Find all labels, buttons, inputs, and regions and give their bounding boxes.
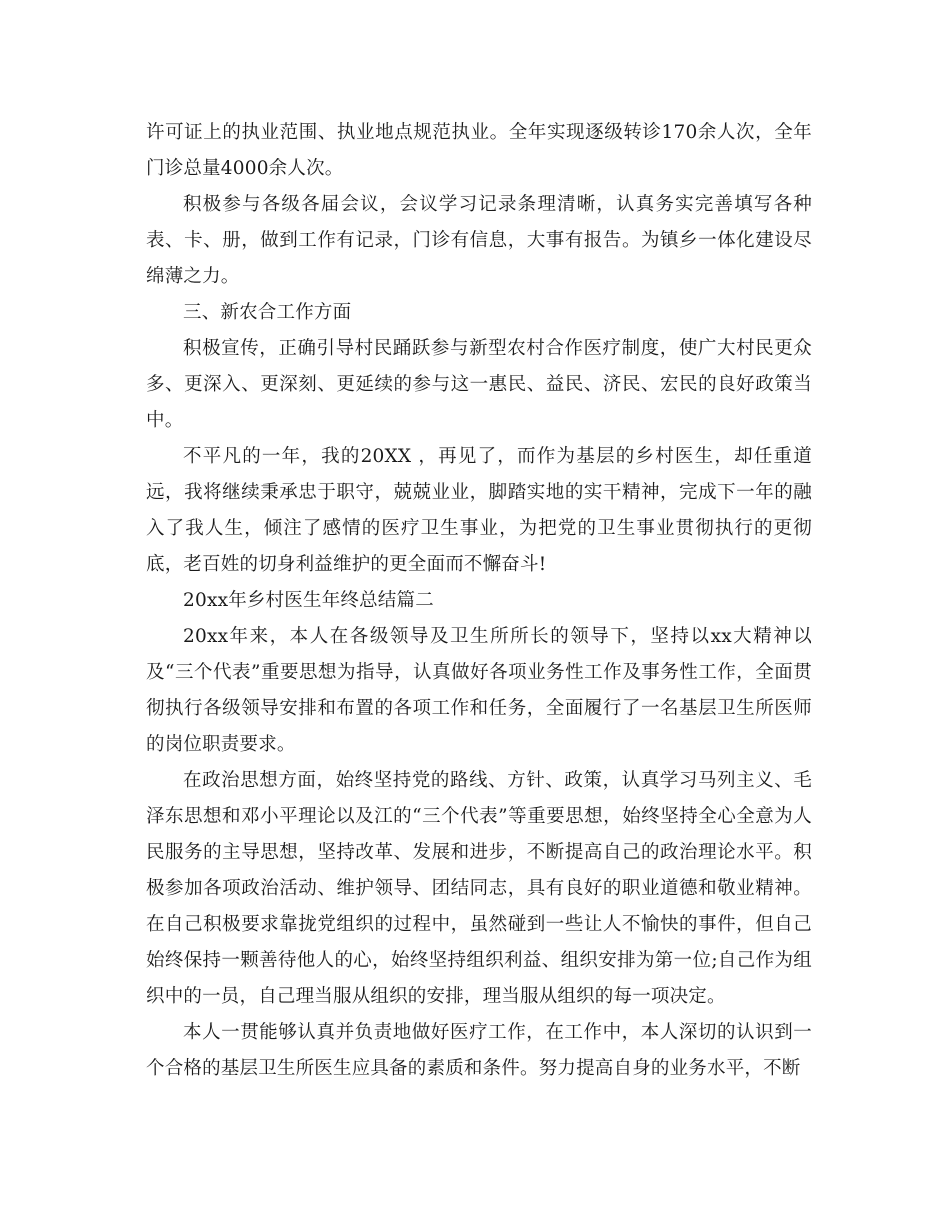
article-title-part-two: 20xx年乡村医生年终总结篇二	[183, 590, 434, 611]
paragraph-6: 在政治思想方面，始终坚持党的路线、方针、政策，认真学习马列主义、毛泽东思想和邓小平理论以及江的“三个代表”等重要思想，始终坚持全心全意为人民服务的主导思想，坚持改革、发展和进步，不断提高自己的政治理论水平。积极参加各项政治活动、维护领导、团结同志，具有良好的职业道德和敬业精神。在自己积极要求靠拢党组织的过程中，虽然碰到一些让人不愉快的事件，但自己始终保持一颗善待他人的心，始终坚持组织利益、组织安排为第一位;自己作为组织中的一员，自己理当服从组织的安排，理当服从组织的每一项决定。	[146, 770, 812, 1007]
paragraph-4: 不平凡的一年，我的20XX ，再见了，而作为基层的乡村医生，却任重道远，我将继续秉承忠于职守，兢兢业业，脚踏实地的实干精神，完成下一年的融入了我人生，倾注了感情的医疗卫生事业，为把党的卫生事业贯彻执行的更彻底，老百姓的切身利益维护的更全面而不懈奋斗!	[146, 446, 812, 575]
paragraph-3: 积极宣传，正确引导村民踊跃参与新型农村合作医疗制度，使广大村民更众多、更深入、更深刻、更延续的参与这一惠民、益民、济民、宏民的良好政策当中。	[146, 338, 812, 431]
paragraph-5: 20xx年来，本人在各级领导及卫生所所长的领导下，坚持以xx大精神以及“三个代表”重要思想为指导，认真做好各项业务性工作及事务性工作，全面贯彻执行各级领导安排和布置的各项工作和任务，全面履行了一名基层卫生所医师的岗位职责要求。	[146, 626, 812, 755]
paragraph-2: 积极参与各级各届会议，会议学习记录条理清晰，认真务实完善填写各种表、卡、册，做到工作有记录，门诊有信息，大事有报告。为镇乡一体化建设尽绵薄之力。	[146, 194, 812, 287]
section-heading-xinnonghe: 三、新农合工作方面	[183, 302, 352, 323]
paragraph-1: 许可证上的执业范围、执业地点规范执业。全年实现逐级转诊170余人次，全年门诊总量4000余人次。	[146, 122, 812, 179]
document-body	[146, 115, 812, 1087]
paragraph-7: 本人一贯能够认真并负责地做好医疗工作，在工作中，本人深切的认识到一个合格的基层卫生所医生应具备的素质和条件。努力提高自身的业务水平，不断	[146, 1022, 812, 1079]
